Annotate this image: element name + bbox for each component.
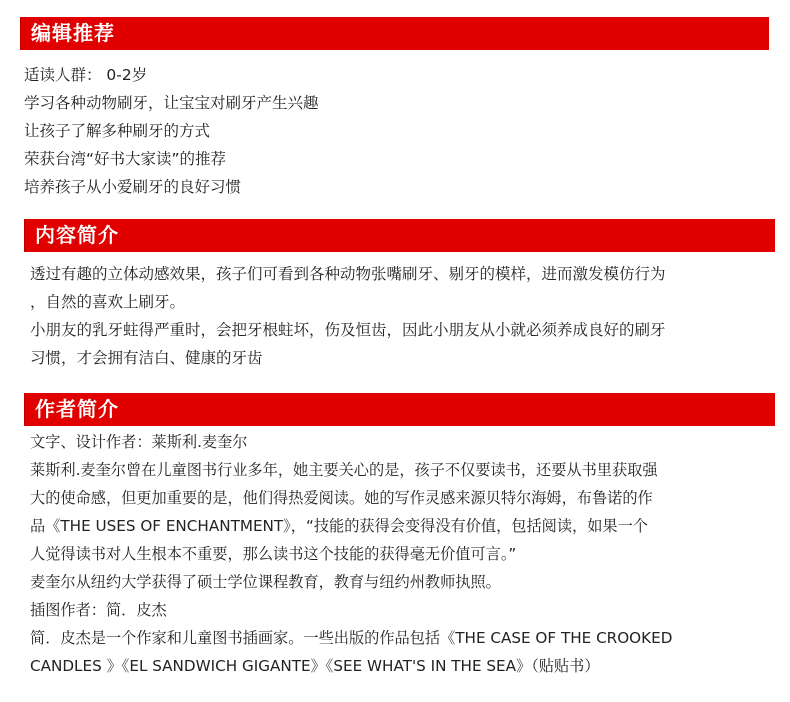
section-heading: 内容简介 [35, 223, 119, 247]
body-line: 品《THE USES OF ENCHANTMENT》，“技能的获得会变得没有价值，包括阅读，如果一个 [30, 517, 648, 535]
body-line: 人觉得读书对人生根本不重要，那么读书这个技能的获得毫无价值可言。” [30, 545, 517, 563]
body-line: 大的使命感，但更加重要的是，他们得热爱阅读。她的写作灵感来源贝特尔海姆，布鲁诺的作 [30, 489, 653, 507]
body-line: 小朋友的乳牙蛀得严重时，会把牙根蛀坏，伤及恒齿，因此小朋友从小就必须养成良好的刷牙 [30, 321, 666, 339]
body-line: CANDLES 》《EL SANDWICH GIGANTE》《SEE WHAT'S IN THE SEA》（贴贴书） [30, 657, 600, 675]
section-heading-bar [24, 219, 775, 252]
body-line: 让孩子了解多种刷牙的方式 [24, 122, 211, 140]
body-line: 透过有趣的立体动感效果，孩子们可看到各种动物张嘴刷牙、剔牙的模样，进而激发模仿行为 [30, 265, 666, 283]
body-line: 插图作者：简．皮杰 [30, 601, 167, 619]
section-heading-bar [20, 17, 769, 50]
body-line: 习惯，才会拥有洁白、健康的牙齿 [30, 349, 263, 367]
section-body [30, 260, 666, 372]
body-line: 简．皮杰是一个作家和儿童图书插画家。一些出版的作品包括《THE CASE OF THE CROOKED [30, 629, 673, 647]
section-heading: 作者简介 [35, 397, 119, 421]
section-body [24, 61, 319, 201]
body-line: 麦奎尔从纽约大学获得了硕士学位课程教育，教育与纽约州教师执照。 [30, 573, 501, 591]
section-heading: 编辑推荐 [31, 21, 115, 45]
body-line: 莱斯利.麦奎尔曾在儿童图书行业多年，她主要关心的是，孩子不仅要读书，还要从书里获取强 [30, 461, 658, 479]
body-line: 学习各种动物刷牙，让宝宝对刷牙产生兴趣 [24, 94, 319, 112]
body-line: 文字、设计作者：莱斯利.麦奎尔 [30, 433, 248, 451]
body-line: 荣获台湾“好书大家读”的推荐 [24, 150, 227, 168]
section-body [30, 428, 672, 680]
body-line: 培养孩子从小爱刷牙的良好习惯 [24, 178, 242, 196]
body-line: 适读人群： 0-2岁 [24, 66, 148, 84]
section-heading-bar [24, 393, 775, 426]
body-line: ，自然的喜欢上刷牙。 [30, 293, 186, 311]
